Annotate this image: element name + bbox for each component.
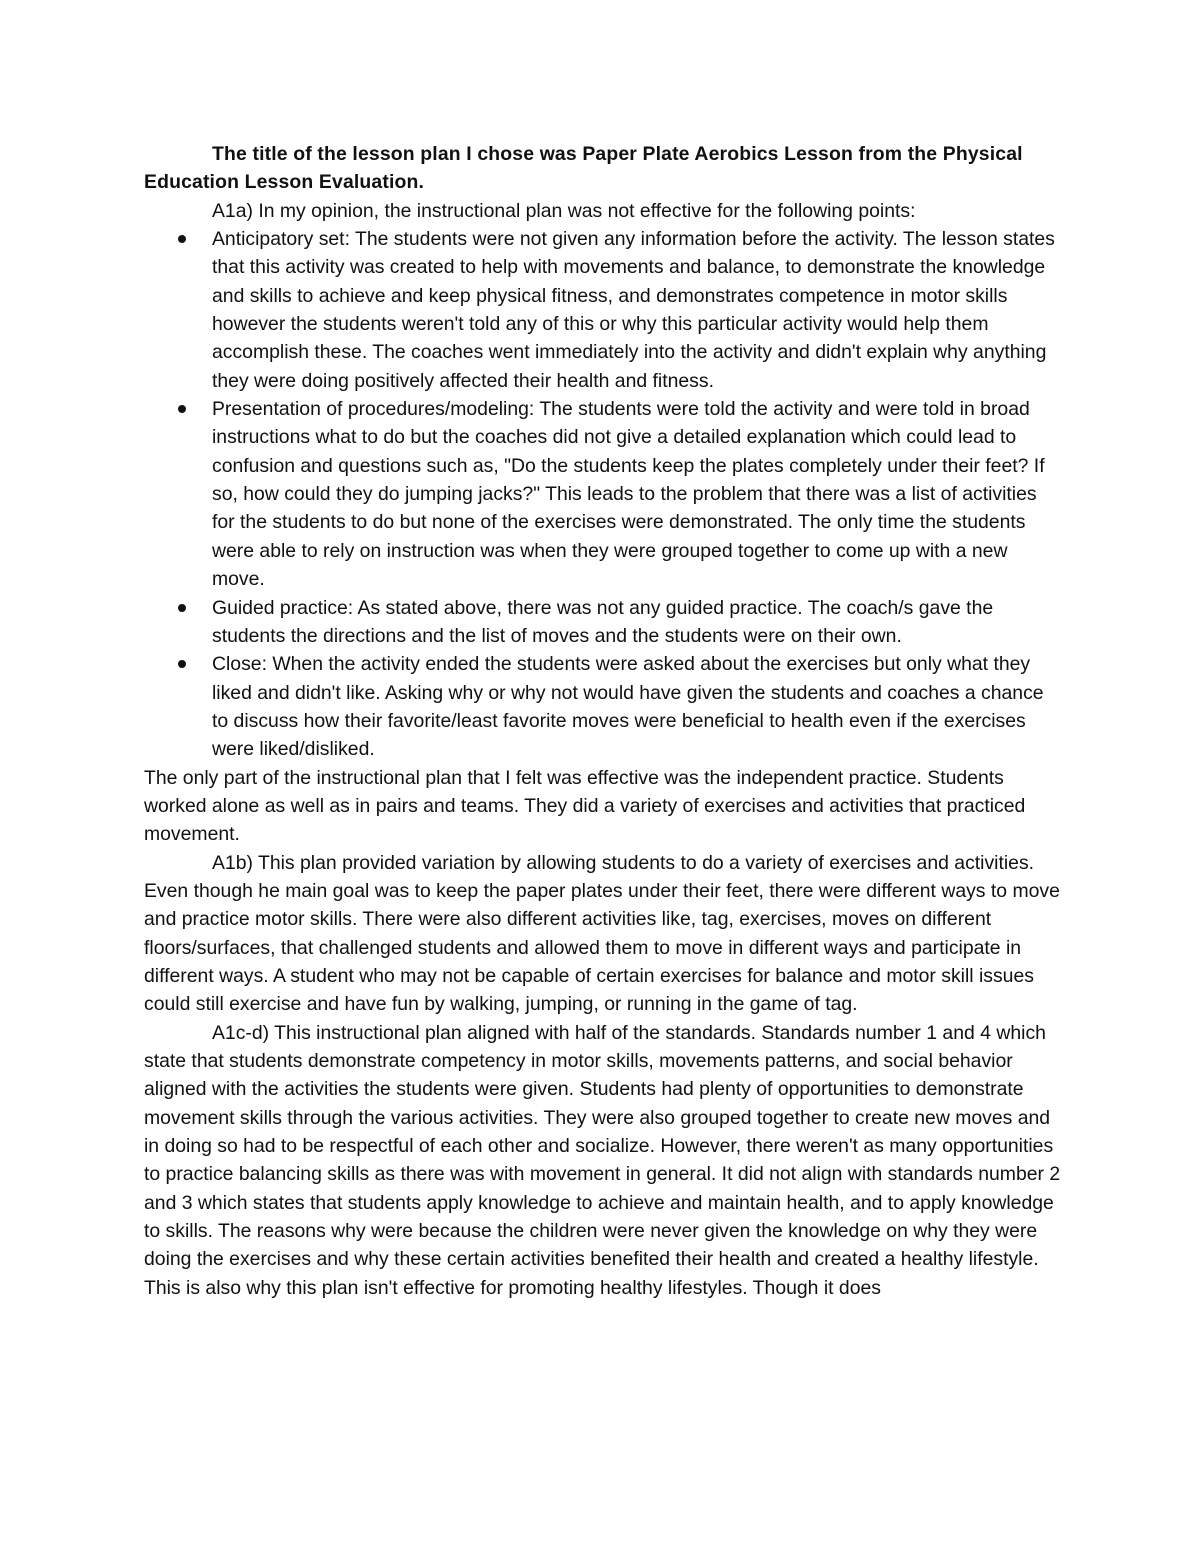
bullet-icon: [178, 604, 186, 612]
a1b-paragraph: A1b) This plan provided variation by allowing students to do a variety of exercises and activities. Even though he main goal was to keep the paper plates under their feet, there were different ways to move and practice motor skills. There were also different activities like, tag, exercises, moves on different floors/surfaces, that challenged students and allowed them to move in different ways and participate in different ways. A student who may not be capable of certain exercises for balance and motor skill issues could still exercise and have fun by walking, jumping, or running in the game of tag.: [144, 851, 1060, 1016]
bullet-text: Close: When the activity ended the students were asked about the exercises but only what they liked and didn't like. Asking why or why not would have given the students and coaches a chance to discuss how their favorite/least favorite moves were beneficial to health even if the exercises were liked/disliked.: [212, 653, 1044, 761]
effective-paragraph: The only part of the instructional plan that I felt was effective was the independent practice. Students worked alone as well as in pairs and teams. They did a variety of exercises and activities that practiced movement.: [144, 766, 1026, 846]
list-item: [212, 650, 1064, 763]
bullet-icon: [178, 660, 186, 668]
ineffective-points-list: [144, 225, 1064, 764]
a1cd-paragraph: A1c-d) This instructional plan aligned with half of the standards. Standards number 1 and 4 which state that students demonstrate competency in motor skills, movements patterns, and social behavior aligned with the activities the students were given. Students had plenty of opportunities to demonstrate movement skills through the various activities. They were also grouped together to create new moves and in doing so had to be respectful of each other and socialize. However, there weren't as many opportunities to practice balancing skills as there was with movement in general. It did not align with standards number 2 and 3 which states that students apply knowledge to achieve and maintain health, and to apply knowledge to skills. The reasons why were because the children were never given the knowledge on why they were doing the exercises and why these certain activities benefited their health and created a healthy lifestyle. This is also why this plan isn't effective for promoting healthy lifestyles. Though it does: [144, 1021, 1061, 1299]
bullet-icon: [178, 405, 186, 413]
bullet-text: Presentation of procedures/modeling: The students were told the activity and were told in broad instructions what to do but the coaches did not give a detailed explanation which could lead to confusion and questions such as, "Do the students keep the plates completely under their feet? If so, how could they do jumping jacks?" This leads to the problem that there was a list of activities for the students to do but none of the exercises were demonstrated. The only time the students were able to rely on instruction was when they were grouped together to come up with a new move.: [212, 398, 1045, 591]
document-body: [144, 140, 1064, 1302]
list-item: [212, 225, 1064, 395]
a1a-intro: A1a) In my opinion, the instructional plan was not effective for the following points:: [212, 199, 916, 222]
bullet-text: Guided practice: As stated above, there was not any guided practice. The coach/s gave the students the directions and the list of moves and the students were on their own.: [212, 596, 994, 647]
list-item: [212, 594, 1064, 651]
bullet-text: Anticipatory set: The students were not given any information before the activity. The lesson states that this activity was created to help with movements and balance, to demonstrate the knowledge and skills to achieve and keep physical fitness, and demonstrates competence in motor skills however the students weren't told any of this or why this particular activity would help them accomplish these. The coaches went immediately into the activity and didn't explain why anything they were doing positively affected their health and fitness.: [212, 228, 1055, 392]
list-item: [212, 395, 1064, 593]
bullet-icon: [178, 235, 186, 243]
lesson-plan-title: The title of the lesson plan I chose was Paper Plate Aerobics Lesson from the Physical Education Lesson Evaluation.: [144, 143, 1023, 194]
